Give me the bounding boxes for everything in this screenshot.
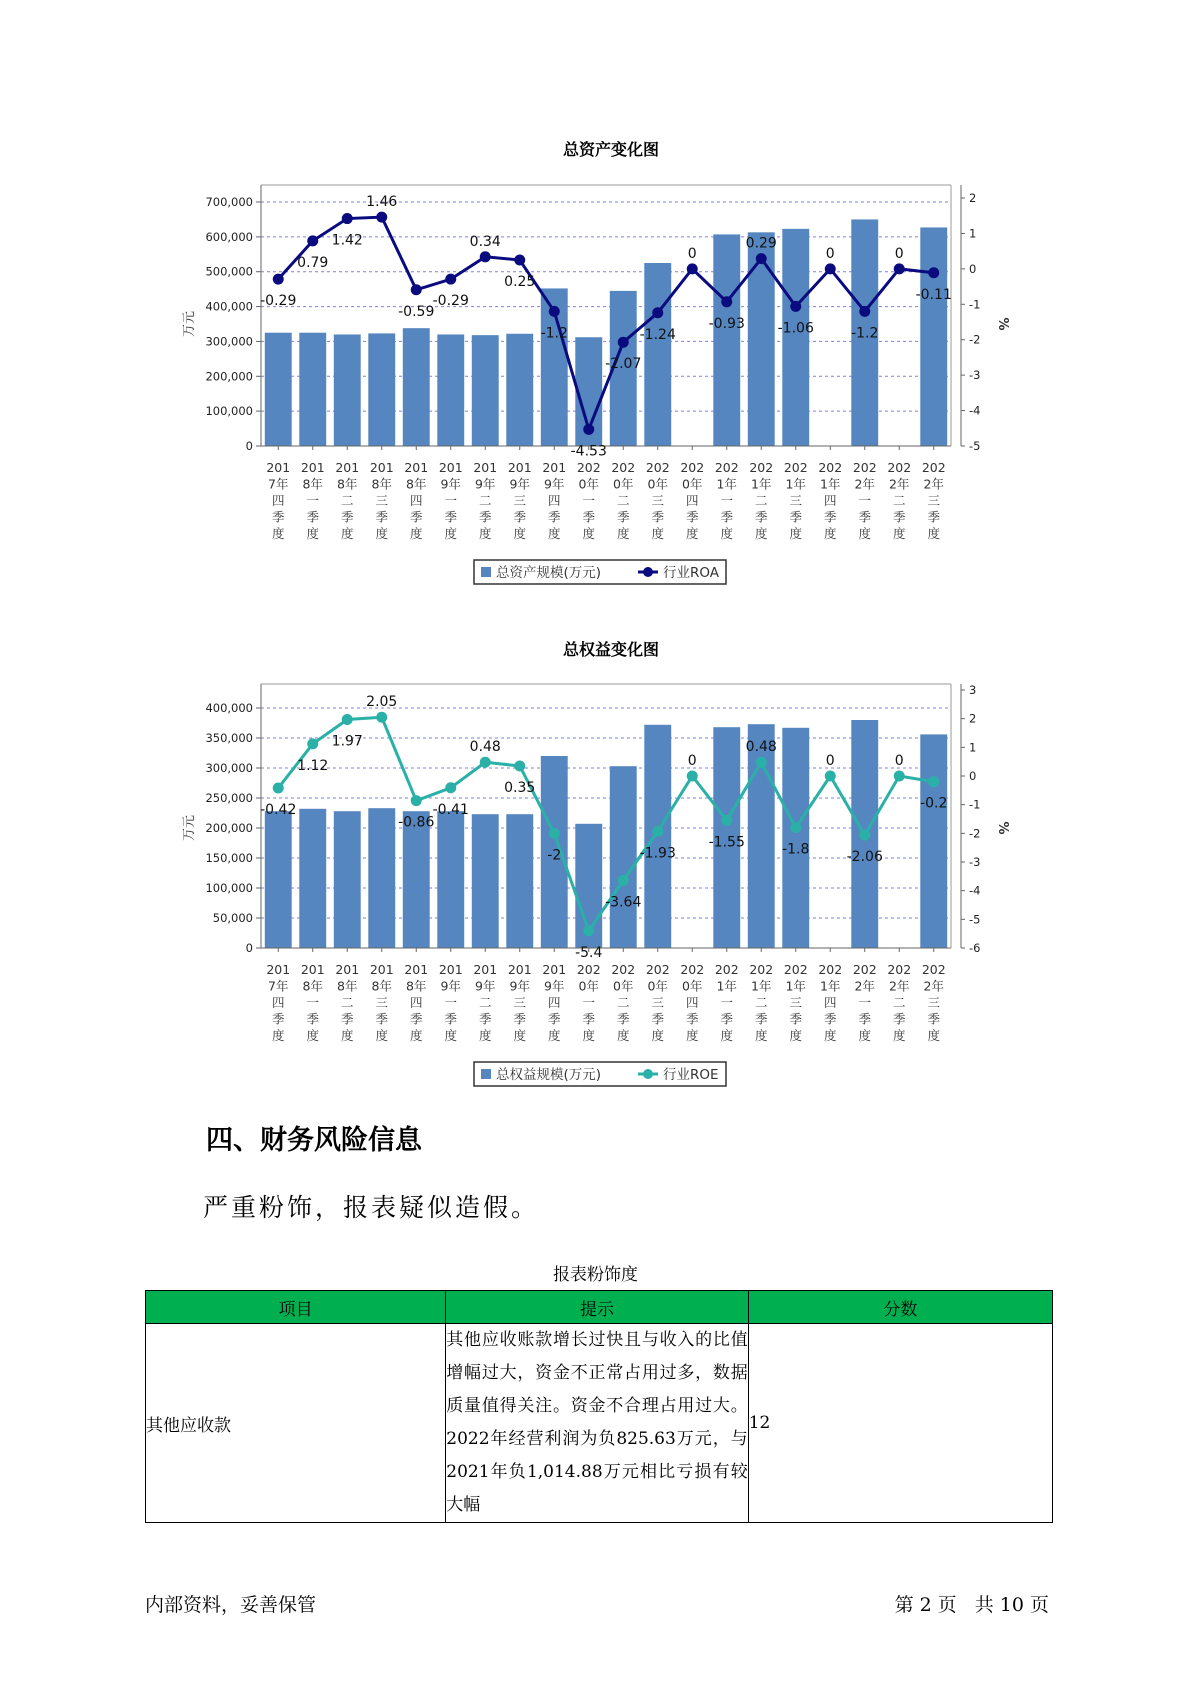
cell-item: 其他应收款 bbox=[146, 1324, 446, 1523]
data-label: -1.55 bbox=[708, 834, 745, 851]
data-point bbox=[307, 738, 318, 749]
left-tick-label: 100,000 bbox=[205, 881, 253, 895]
x-tick-label: 202 1年三季度 bbox=[783, 460, 808, 541]
left-axis-title: 万元 bbox=[182, 814, 197, 842]
data-label: 2.05 bbox=[366, 694, 398, 711]
data-label: 1.42 bbox=[331, 232, 363, 249]
left-tick-label: 300,000 bbox=[205, 761, 253, 775]
x-tick-label: 201 8年四季度 bbox=[404, 962, 429, 1043]
data-point bbox=[273, 783, 284, 794]
data-label: 0 bbox=[894, 245, 904, 262]
x-tick-label: 201 8年一季度 bbox=[300, 460, 325, 541]
data-point bbox=[549, 828, 560, 839]
chart-title: 总权益变化图 bbox=[562, 640, 660, 659]
legend-bar-label: 总资产规模(万元) bbox=[496, 565, 602, 581]
data-point bbox=[687, 771, 698, 782]
cell-score: 12 bbox=[748, 1324, 1052, 1523]
data-point bbox=[928, 776, 939, 787]
left-tick-label: 350,000 bbox=[205, 731, 253, 745]
x-tick-label: 201 8年三季度 bbox=[369, 460, 394, 541]
right-tick-label: -2 bbox=[969, 332, 981, 347]
data-label: -2.06 bbox=[846, 849, 883, 866]
data-point bbox=[721, 815, 732, 826]
data-label: -1.8 bbox=[782, 841, 810, 858]
bar bbox=[610, 766, 637, 948]
data-label: 0.35 bbox=[504, 779, 536, 796]
x-tick-label: 201 9年三季度 bbox=[507, 460, 532, 541]
data-point bbox=[514, 255, 525, 266]
left-tick-label: 50,000 bbox=[212, 911, 253, 925]
legend-line-marker bbox=[643, 567, 653, 577]
x-tick-label: 202 1年二季度 bbox=[749, 460, 774, 541]
x-tick-label: 202 2年三季度 bbox=[921, 460, 946, 541]
right-tick-label: -3 bbox=[969, 855, 981, 869]
data-point bbox=[894, 263, 905, 274]
data-point bbox=[756, 757, 767, 768]
left-tick-label: 0 bbox=[245, 439, 253, 453]
x-tick-label: 202 1年二季度 bbox=[749, 962, 774, 1043]
left-tick-label: 400,000 bbox=[205, 299, 253, 314]
bar bbox=[644, 263, 671, 446]
data-point bbox=[859, 830, 870, 841]
x-tick-label: 202 0年二季度 bbox=[611, 962, 636, 1043]
data-point bbox=[376, 712, 387, 723]
data-label: -2.07 bbox=[605, 356, 642, 373]
footer-confidential: 内部资料，妥善保管 bbox=[145, 1594, 317, 1616]
x-tick-label: 201 7年四季度 bbox=[266, 962, 291, 1043]
bar bbox=[782, 229, 809, 446]
section-heading: 四、财务风险信息 bbox=[206, 1125, 422, 1156]
right-tick-label: 1 bbox=[969, 226, 977, 241]
cell-hint: 其他应收账款增长过快且与收入的比值增幅过大，资金不正常占用过多，数据质量值得关注。资金不合理占用过大。2022年经营利润为负825.63万元，与2021年负1,014.88万元相比亏损有较大幅 bbox=[446, 1324, 748, 1523]
left-tick-label: 400,000 bbox=[205, 701, 253, 715]
x-tick-label: 201 7年四季度 bbox=[266, 460, 291, 541]
data-point bbox=[721, 296, 732, 307]
left-tick-label: 100,000 bbox=[205, 404, 253, 419]
header-score: 分数 bbox=[748, 1291, 1052, 1324]
total-prefix: 共 bbox=[974, 1594, 994, 1616]
legend-line-label: 行业ROA bbox=[663, 565, 720, 581]
right-tick-label: 0 bbox=[969, 769, 977, 783]
bar bbox=[745, 232, 777, 446]
bar bbox=[334, 811, 361, 948]
bar bbox=[506, 814, 533, 948]
left-tick-label: 700,000 bbox=[205, 195, 253, 209]
data-point bbox=[583, 424, 594, 435]
right-tick-label: -1 bbox=[969, 797, 981, 812]
data-point bbox=[825, 771, 836, 782]
x-tick-label: 201 9年二季度 bbox=[473, 460, 498, 541]
left-axis-title: 万元 bbox=[182, 310, 197, 338]
data-label: -0.41 bbox=[432, 801, 469, 818]
page-number: 2 bbox=[919, 1594, 932, 1616]
table-caption: 报表粉饰度 bbox=[553, 1265, 638, 1285]
x-tick-label: 202 2年二季度 bbox=[887, 460, 912, 541]
risk-table bbox=[145, 1290, 1053, 1523]
right-axis-title: % bbox=[995, 317, 1010, 331]
data-label: 1.12 bbox=[297, 757, 329, 774]
data-label: -0.29 bbox=[260, 293, 297, 310]
x-tick-label: 202 2年二季度 bbox=[887, 962, 912, 1043]
x-tick-label: 202 1年四季度 bbox=[818, 460, 843, 541]
data-point bbox=[652, 826, 663, 837]
data-point bbox=[342, 213, 353, 224]
data-label: 0 bbox=[825, 753, 835, 769]
data-label: -4.53 bbox=[570, 443, 607, 460]
x-tick-label: 202 0年四季度 bbox=[680, 962, 705, 1043]
data-point bbox=[480, 251, 491, 262]
x-tick-label: 201 8年四季度 bbox=[404, 460, 429, 541]
data-point bbox=[480, 757, 491, 768]
bar bbox=[368, 333, 395, 446]
x-tick-label: 201 9年三季度 bbox=[507, 962, 532, 1043]
bar bbox=[334, 334, 361, 446]
x-tick-label: 201 8年二季度 bbox=[335, 962, 360, 1043]
x-tick-label: 202 0年三季度 bbox=[645, 962, 670, 1043]
header-item: 项目 bbox=[146, 1291, 446, 1324]
data-point bbox=[514, 760, 525, 771]
x-tick-label: 201 9年四季度 bbox=[542, 962, 567, 1043]
x-tick-label: 202 2年三季度 bbox=[921, 962, 946, 1043]
right-axis-title: % bbox=[995, 821, 1010, 835]
data-point bbox=[273, 274, 284, 285]
bar bbox=[368, 808, 395, 948]
page-word: 页 bbox=[937, 1594, 957, 1616]
data-label: -0.2 bbox=[920, 795, 948, 812]
right-tick-label: -3 bbox=[969, 368, 981, 383]
data-point bbox=[790, 822, 801, 833]
data-label: -1.2 bbox=[851, 325, 879, 342]
x-tick-label: 202 0年一季度 bbox=[576, 962, 601, 1043]
data-label: 0.48 bbox=[469, 739, 501, 756]
bar bbox=[403, 328, 430, 446]
data-point bbox=[894, 771, 905, 782]
bar bbox=[403, 811, 430, 948]
data-point bbox=[618, 875, 629, 886]
data-label: -0.86 bbox=[398, 814, 435, 831]
bar bbox=[920, 227, 947, 446]
total-pages: 10 bbox=[999, 1594, 1024, 1616]
x-tick-label: 202 2年一季度 bbox=[852, 962, 877, 1043]
total-suffix: 页 bbox=[1029, 1594, 1049, 1616]
bar bbox=[472, 814, 499, 948]
legend-line-label: 行业ROE bbox=[663, 1067, 719, 1083]
legend-bar-swatch bbox=[481, 567, 491, 577]
bar bbox=[265, 811, 292, 948]
x-tick-label: 202 0年一季度 bbox=[576, 460, 601, 541]
data-label: -5.4 bbox=[575, 944, 603, 961]
data-label: -3.64 bbox=[605, 894, 642, 911]
data-point bbox=[825, 263, 836, 274]
data-label: 1.46 bbox=[366, 194, 398, 211]
data-point bbox=[549, 306, 560, 317]
data-label: -0.59 bbox=[398, 303, 435, 320]
x-tick-label: 202 0年二季度 bbox=[611, 460, 636, 541]
bar bbox=[506, 334, 533, 446]
right-tick-label: 2 bbox=[969, 191, 977, 205]
right-tick-label: 0 bbox=[969, 261, 977, 276]
data-label: 0.29 bbox=[745, 235, 777, 252]
left-tick-label: 300,000 bbox=[205, 334, 253, 349]
right-tick-label: 3 bbox=[969, 683, 977, 697]
right-tick-label: -1 bbox=[969, 297, 981, 312]
data-label: 0.34 bbox=[469, 233, 501, 250]
x-tick-label: 202 1年三季度 bbox=[783, 962, 808, 1043]
legend-bar-label: 总权益规模(万元) bbox=[496, 1067, 602, 1083]
table-row bbox=[146, 1324, 1053, 1523]
data-point bbox=[376, 212, 387, 223]
data-point bbox=[928, 267, 939, 278]
right-tick-label: -4 bbox=[969, 883, 981, 898]
bar bbox=[437, 334, 464, 446]
data-label: -2 bbox=[547, 847, 562, 864]
data-label: -1.06 bbox=[777, 320, 814, 337]
legend-bar-swatch bbox=[481, 1069, 491, 1079]
data-point bbox=[756, 253, 767, 264]
data-label: 0.25 bbox=[504, 274, 536, 290]
x-tick-label: 202 0年四季度 bbox=[680, 460, 705, 541]
right-tick-label: -2 bbox=[969, 826, 981, 841]
bar bbox=[265, 333, 292, 446]
right-tick-label: -4 bbox=[969, 403, 981, 418]
right-tick-label: -5 bbox=[969, 912, 981, 927]
data-point bbox=[411, 284, 422, 295]
data-label: -1.2 bbox=[540, 325, 568, 342]
data-label: 0 bbox=[894, 753, 904, 769]
x-tick-label: 202 2年一季度 bbox=[852, 460, 877, 541]
x-tick-label: 201 8年一季度 bbox=[300, 962, 325, 1043]
x-tick-label: 202 1年一季度 bbox=[714, 962, 739, 1043]
x-tick-label: 201 8年二季度 bbox=[335, 460, 360, 541]
data-point bbox=[342, 714, 353, 725]
legend-line-marker bbox=[643, 1069, 653, 1079]
header-hint: 提示 bbox=[446, 1291, 748, 1324]
left-tick-label: 200,000 bbox=[205, 821, 253, 835]
data-label: -0.93 bbox=[708, 315, 745, 332]
table-header-row bbox=[146, 1291, 1053, 1324]
right-tick-label: -6 bbox=[969, 941, 981, 955]
data-label: 0.48 bbox=[745, 739, 777, 756]
data-point bbox=[307, 235, 318, 246]
left-tick-label: 250,000 bbox=[205, 791, 253, 805]
bar bbox=[782, 728, 809, 948]
data-label: 1.97 bbox=[331, 733, 363, 750]
bar bbox=[299, 333, 326, 446]
data-label: -1.93 bbox=[639, 845, 676, 862]
x-tick-label: 202 1年四季度 bbox=[818, 962, 843, 1043]
left-tick-label: 500,000 bbox=[205, 264, 253, 279]
data-label: -0.29 bbox=[432, 293, 469, 310]
x-tick-label: 201 9年四季度 bbox=[542, 460, 567, 541]
data-point bbox=[411, 795, 422, 806]
data-point bbox=[859, 306, 870, 317]
total-assets-chart bbox=[0, 130, 1191, 600]
data-label: 0 bbox=[825, 245, 835, 262]
x-tick-label: 202 0年三季度 bbox=[645, 460, 670, 541]
data-label: -0.42 bbox=[260, 802, 297, 819]
data-point bbox=[618, 337, 629, 348]
bar bbox=[920, 734, 947, 948]
x-tick-label: 201 9年一季度 bbox=[438, 962, 463, 1043]
bar bbox=[472, 335, 499, 446]
left-tick-label: 0 bbox=[245, 941, 253, 955]
data-point bbox=[583, 925, 594, 936]
data-label: 0.79 bbox=[297, 254, 329, 271]
footer-page-info bbox=[892, 1590, 1052, 1617]
bar bbox=[437, 811, 464, 948]
right-tick-label: 1 bbox=[969, 740, 977, 755]
left-tick-label: 600,000 bbox=[205, 229, 253, 244]
data-point bbox=[687, 263, 698, 274]
data-point bbox=[445, 782, 456, 793]
x-tick-label: 201 9年一季度 bbox=[438, 460, 463, 541]
data-label: 0 bbox=[687, 245, 697, 262]
risk-summary: 严重粉饰，报表疑似造假。 bbox=[203, 1193, 540, 1222]
data-label: -0.11 bbox=[915, 286, 952, 303]
right-tick-label: 2 bbox=[969, 711, 977, 726]
x-tick-label: 202 1年一季度 bbox=[714, 460, 739, 541]
data-label: 0 bbox=[687, 753, 697, 769]
left-tick-label: 150,000 bbox=[205, 851, 253, 865]
data-point bbox=[790, 301, 801, 312]
total-equity-chart bbox=[0, 630, 1191, 1100]
data-point bbox=[445, 274, 456, 285]
x-tick-label: 201 9年二季度 bbox=[473, 962, 498, 1043]
page-prefix: 第 bbox=[894, 1594, 914, 1616]
chart-title: 总资产变化图 bbox=[562, 140, 660, 159]
data-label: -1.24 bbox=[639, 326, 676, 343]
bar bbox=[299, 809, 326, 948]
bar bbox=[713, 234, 740, 446]
left-tick-label: 200,000 bbox=[205, 369, 253, 384]
x-tick-label: 201 8年三季度 bbox=[369, 962, 394, 1043]
right-tick-label: -5 bbox=[969, 439, 981, 453]
data-point bbox=[652, 307, 663, 318]
